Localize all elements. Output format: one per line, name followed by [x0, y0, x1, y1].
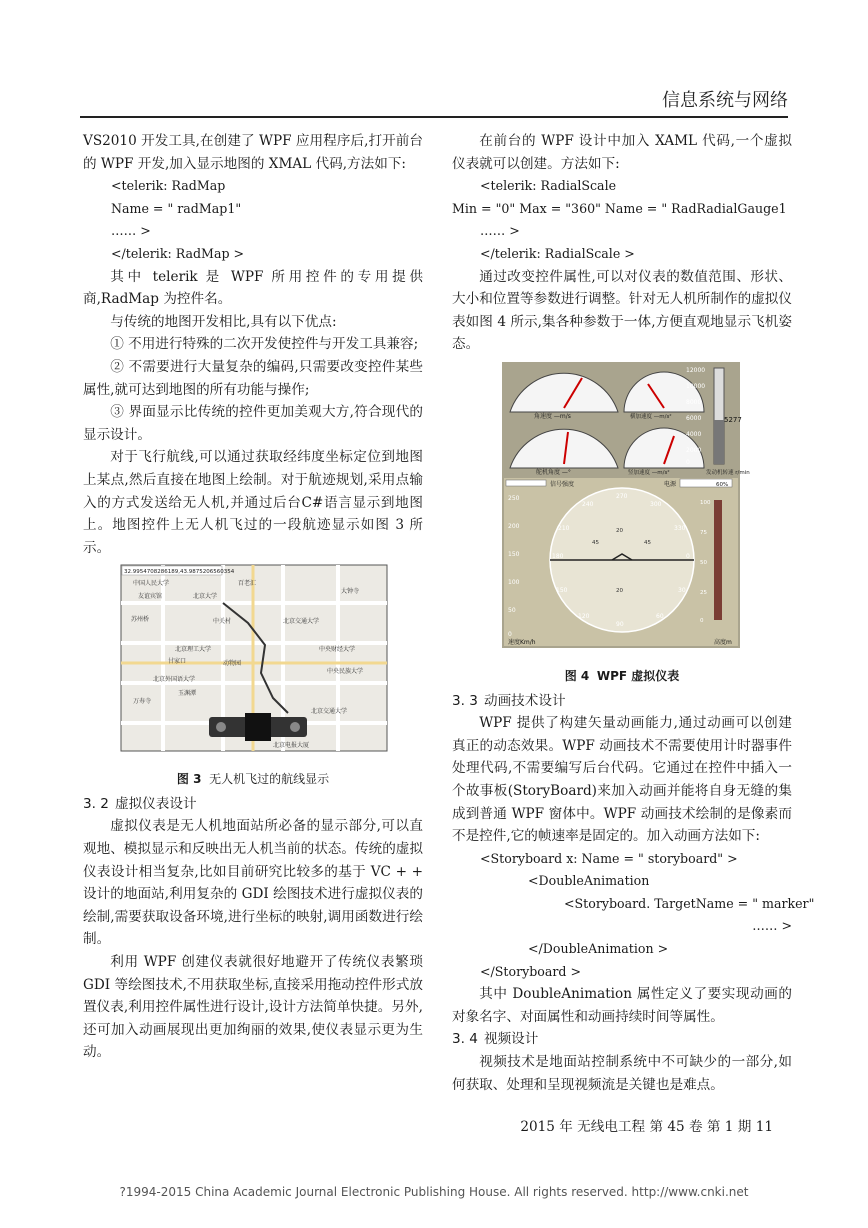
figure-caption-text: 无人机飞过的航线显示 [209, 771, 330, 786]
heading-tick: 120 [578, 612, 590, 620]
figure-label: 图 4 [564, 668, 590, 683]
map-place-label: 北京交通大学 [311, 708, 348, 716]
rpm-readout: 5277 [724, 415, 742, 424]
map-place-label: 北京理工大学 [175, 646, 212, 654]
altitude-tick: 75 [700, 529, 707, 536]
section-number: 3. 3 [452, 692, 478, 709]
right-column [452, 130, 815, 1096]
altitude-tick: 0 [700, 617, 704, 624]
speed-tick: 50 [508, 606, 516, 614]
figure-caption [452, 666, 792, 686]
heading-tick: 0 [686, 552, 690, 560]
map-place-label: 万寿寺 [133, 698, 152, 706]
heading-tick: 180 [552, 552, 564, 560]
code-line: <Storyboard x: Name = " storyboard" > [480, 850, 738, 866]
left-column [83, 130, 423, 1064]
battery-label: 电源 [664, 480, 677, 488]
signal-label: 信号强度 [550, 480, 575, 488]
altitude-tick: 25 [700, 589, 707, 596]
section-heading [452, 1028, 792, 1051]
paragraph: 利用 WPF 创建仪表就很好地避开了传统仪表繁琐 GDI 等绘图技术,不用获取坐标,直接采用拖动控件形式放置仪表,利用控件属性进行设计,设计方法简单快捷。另外,还可加入动画展现出更加绚丽的效果,使仪表显示更为生动。 [83, 954, 423, 1061]
map-place-label: 友谊宾馆 [138, 593, 163, 601]
figure-label: 图 3 [176, 771, 202, 786]
paragraph: VS2010 开发工具,在创建了 WPF 应用程序后,打开前台的 WPF 开发,加入显示地图的 XMAL 代码,方法如下: [83, 133, 423, 172]
pitch-tick: 45 [644, 539, 651, 546]
gauge-label: 竖加速度 —m/s² [628, 469, 670, 476]
rpm-tick-label: 10000 [686, 382, 706, 390]
speed-tick: 250 [508, 494, 520, 502]
map-place-label: 中央民族大学 [327, 668, 364, 676]
speed-tick: 0 [508, 630, 512, 638]
section-heading [452, 690, 792, 713]
virtual-instrument-panel [452, 360, 792, 652]
figure-caption [83, 769, 423, 789]
code-line: …… > [111, 223, 151, 239]
paragraph: 通过改变控件属性,可以对仪表的数值范围、形状、大小和位置等参数进行调整。针对无人机所制作的虚拟仪表如图 4 所示,集各种参数于一体,方便直观地显示飞机姿态。 [452, 268, 792, 353]
figure-4 [452, 360, 792, 686]
heading-tick: 150 [556, 586, 568, 594]
gauge-label: 发动机转速 r/min [706, 469, 750, 476]
pitch-tick: 45 [592, 539, 599, 546]
copyright-notice: ?1994-2015 China Academic Journal Electronic Publishing House. All rights reserved. http://www.cnki.net [119, 1185, 749, 1199]
code-line: </Storyboard > [480, 963, 581, 979]
rpm-tick-label: 6000 [686, 414, 702, 422]
code-line: Name = " radMap1" [111, 200, 242, 216]
code-line: Min = "0" Max = "360" Name = " RadRadialGauge1 [452, 200, 787, 216]
map-place-label: 甘家口 [168, 658, 187, 666]
heading-tick: 330 [674, 524, 686, 532]
section-number: 3. 4 [452, 1031, 478, 1048]
heading-tick: 270 [616, 492, 628, 500]
heading-tick: 90 [616, 620, 624, 628]
paragraph: 在前台的 WPF 设计中加入 XAML 代码,一个虚拟仪表就可以创建。方法如下: [452, 133, 792, 172]
map-place-label: 玉渊潭 [178, 690, 197, 698]
paragraph: 其中 DoubleAnimation 属性定义了要实现动画的对象名字、对面属性和动画持续时间等属性。 [452, 986, 792, 1025]
paragraph: 虚拟仪表是无人机地面站所必备的显示部分,可以直观地、模拟显示和反映出无人机当前的状态。传统的虚拟仪表设计相当复杂,比如目前研究比较多的基于 VC + + 设计的地面站,利用复杂的 GDI 绘图技术进行虚拟仪表的绘制,需要获取设备环境,进行坐标的映射,调用函数进行绘制。 [83, 818, 423, 948]
map-place-label: 中关村 [213, 618, 232, 626]
heading-tick: 300 [650, 500, 662, 508]
section-title: 动画技术设计 [484, 692, 566, 709]
altitude-tick: 50 [700, 559, 707, 566]
figure-3 [83, 563, 423, 789]
header-rule [80, 116, 788, 118]
code-line: </telerik: RadialScale > [480, 245, 635, 261]
code-line: <DoubleAnimation [528, 873, 650, 889]
heading-tick: 210 [558, 524, 570, 532]
rpm-tick-label: 4000 [686, 430, 702, 438]
heading-tick: 240 [582, 500, 594, 508]
speed-tick: 150 [508, 550, 520, 558]
paragraph: 其中 telerik 是 WPF 所用控件的专用提供商,RadMap 为控件名。 [83, 268, 423, 308]
section-number: 3. 2 [83, 795, 109, 812]
paragraph: ③ 界面显示比传统的控件更加美观大方,符合现代的显示设计。 [83, 404, 423, 443]
journal-issue-info: 2015 年 无线电工程 第 45 卷 第 1 期 11 [520, 1119, 773, 1135]
gauge-label: 横加速度 —m/s² [630, 413, 672, 420]
paragraph: ② 不需要进行大量复杂的编码,只需要改变控件某些属性,就可达到地图的所有功能与操作; [83, 358, 423, 398]
gauge-label: 舵机角度 —° [536, 468, 571, 476]
code-line: </telerik: RadMap > [111, 245, 245, 261]
map-place-label: 北京外国语大学 [153, 676, 196, 684]
altitude-tick: 100 [700, 499, 711, 506]
heading-tick: 30 [678, 586, 686, 594]
section-title: 虚拟仪表设计 [115, 795, 197, 812]
rpm-tick-label: 2000 [686, 446, 702, 454]
paragraph: WPF 提供了构建矢量动画能力,通过动画可以创建真正的动态效果。WPF 动画技术不需要使用计时器事件处理代码,不需要编写后台代码。它通过在控件中插入一个故事板(StoryBoard)来加入动画并能将自身无缝的集成到普通 WPF 窗体中。WPF 动画技术绘制的是像素而不是控件,它的帧速率是固定的。加入动画方法如下: [452, 715, 792, 845]
map-place-label: 百老汇 [238, 580, 257, 588]
figure-caption-text: WPF 虚拟仪表 [596, 668, 680, 683]
journal-section-title: 信息系统与网络 [662, 90, 788, 111]
code-line: </DoubleAnimation > [528, 941, 669, 957]
rpm-tick-label: 8000 [686, 398, 702, 406]
section-title: 视频设计 [484, 1031, 539, 1048]
map-place-label: 动物园 [223, 660, 242, 668]
altitude-label: 高度m [714, 638, 732, 646]
map-place-label: 中国人民大学 [133, 580, 170, 588]
speed-label: 速度Km/h [508, 638, 536, 646]
map-place-label: 北京电报大厦 [273, 742, 310, 750]
section-heading [83, 793, 423, 816]
paragraph: 视频技术是地面站控制系统中不可缺少的一部分,如何获取、处理和呈现视频流是关键也是难点。 [452, 1054, 792, 1093]
attitude-indicator [504, 478, 738, 646]
map-place-label: 北京交通大学 [283, 618, 320, 626]
battery-value: 60% [716, 481, 729, 488]
code-line: <telerik: RadMap [111, 178, 226, 194]
code-line: …… > [752, 918, 792, 934]
speed-tick: 100 [508, 578, 520, 586]
code-line: <Storyboard. TargetName = " marker" [564, 895, 815, 911]
paragraph: 对于飞行航线,可以通过获取经纬度坐标定位到地图上某点,然后直接在地图上绘制。对于航迹规划,采用点输入的方式发送给无人机,并通过后台C#语言显示到地图上。地图控件上无人机飞过的一段航迹显示如图 3 所示。 [83, 449, 423, 556]
heading-tick: 60 [656, 612, 664, 620]
speed-tick: 200 [508, 522, 520, 530]
map-place-label: 大钟寺 [341, 588, 360, 596]
rpm-tick-label: 0 [686, 458, 690, 466]
map-place-label: 中央财经大学 [319, 646, 356, 654]
gauge-label: 角速度 —m/s [534, 412, 571, 420]
code-line: <telerik: RadialScale [480, 178, 617, 194]
map-place-label: 苏州桥 [131, 616, 150, 624]
paragraph: ① 不用进行特殊的二次开发使控件与开发工具兼容; [110, 336, 419, 353]
map-zoom-control[interactable] [245, 713, 271, 741]
rpm-tick-label: 12000 [686, 366, 706, 374]
map-place-label: 北京大学 [193, 593, 218, 601]
map-coord-readout: 32.9954708286189,43.9875206560354 [124, 569, 235, 576]
map-screenshot [83, 563, 423, 755]
code-line: …… > [480, 223, 520, 239]
pitch-tick: 20 [616, 527, 623, 534]
pitch-tick: 20 [616, 587, 623, 594]
paragraph: 与传统的地图开发相比,具有以下优点: [110, 313, 337, 330]
